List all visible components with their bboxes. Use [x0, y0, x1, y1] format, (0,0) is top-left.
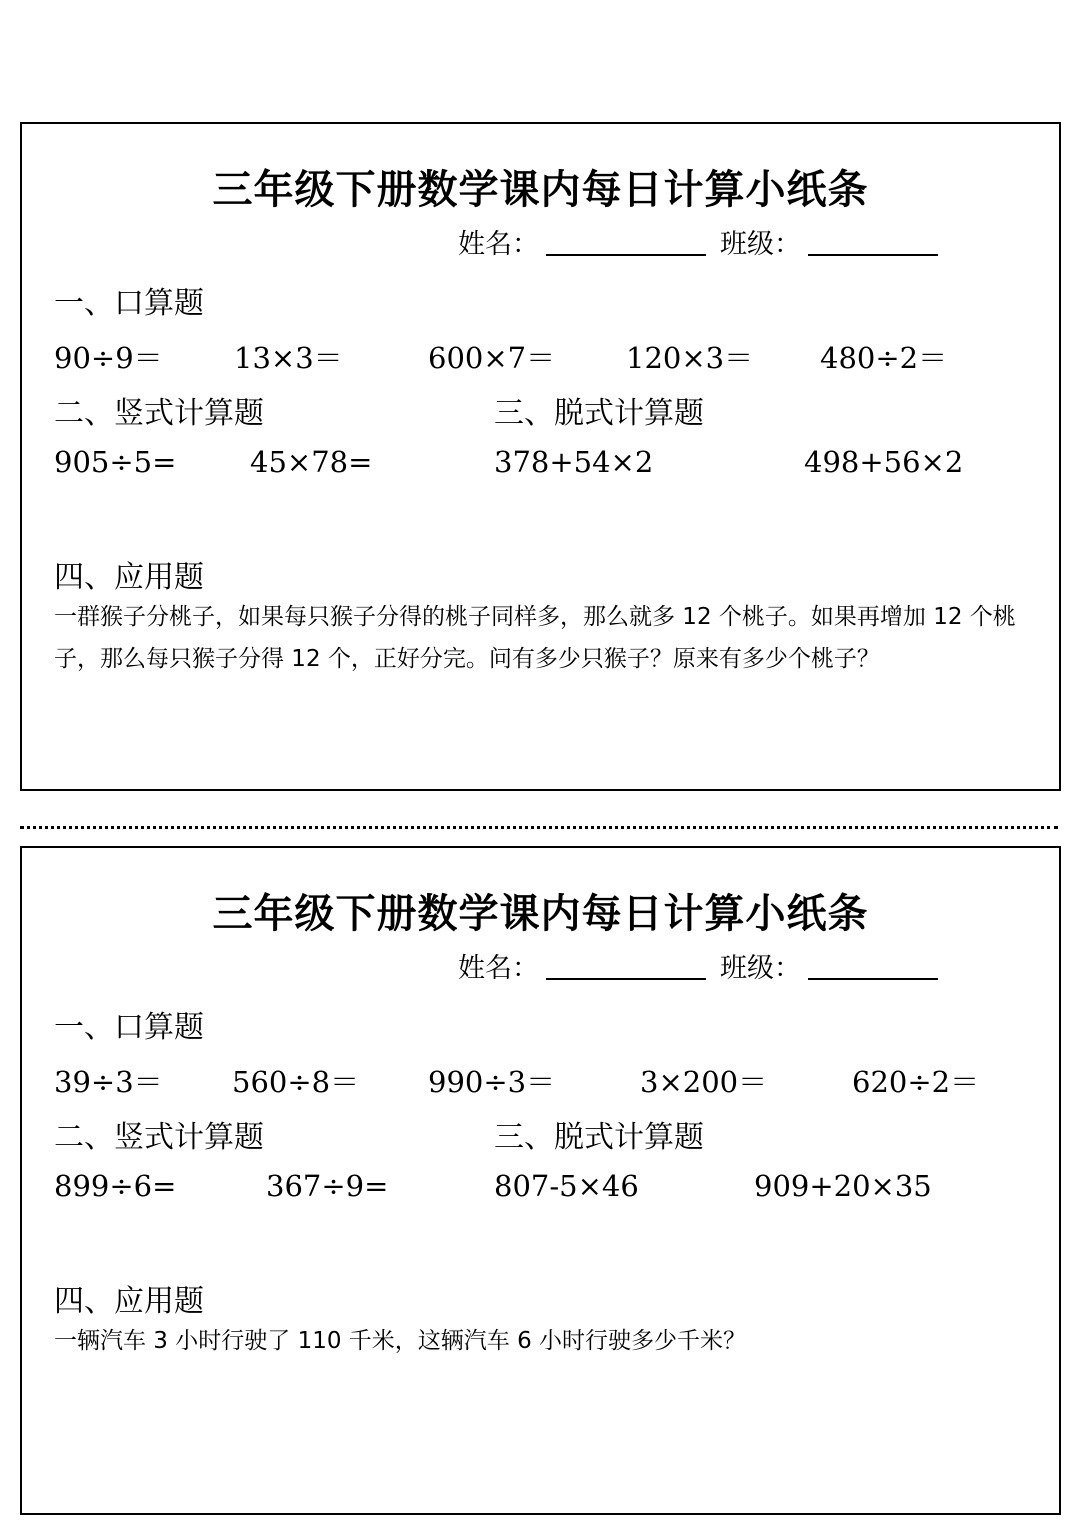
- class-label: 班级：: [720, 229, 801, 260]
- application-text: 一辆汽车 3 小时行驶了 110 千米，这辆汽车 6 小时行驶多少千米？: [54, 1328, 747, 1354]
- oral-problem: 90÷9＝: [54, 341, 163, 375]
- name-blank[interactable]: [546, 978, 706, 980]
- oral-problem: 120×3＝: [626, 341, 754, 375]
- vertical-problem: 45×78=: [250, 445, 373, 479]
- application-heading: 四、应用题: [54, 1284, 204, 1319]
- oral-problem: 39÷3＝: [54, 1065, 163, 1099]
- worksheet-card-1: [20, 122, 1061, 791]
- worksheet-card-2: [20, 846, 1061, 1515]
- oral-problem: 990÷3＝: [428, 1065, 556, 1099]
- oral-problem: 480÷2＝: [820, 341, 948, 375]
- vertical-heading: 二、竖式计算题: [54, 1120, 264, 1155]
- vertical-problem: 367÷9=: [266, 1169, 389, 1203]
- class-blank[interactable]: [808, 254, 938, 256]
- name-label: 姓名：: [458, 229, 539, 260]
- oral-heading: 一、口算题: [54, 286, 204, 321]
- class-label: 班级：: [720, 953, 801, 984]
- oral-problem: 3×200＝: [640, 1065, 768, 1099]
- step-problem: 909+20×35: [754, 1169, 932, 1203]
- step-heading: 三、脱式计算题: [494, 396, 704, 431]
- vertical-problem: 899÷6=: [54, 1169, 177, 1203]
- name-label: 姓名：: [458, 953, 539, 984]
- application-heading: 四、应用题: [54, 560, 204, 595]
- step-problem: 498+56×2: [804, 445, 964, 479]
- oral-heading: 一、口算题: [54, 1010, 204, 1045]
- oral-problem: 13×3＝: [234, 341, 343, 375]
- name-blank[interactable]: [546, 254, 706, 256]
- vertical-heading: 二、竖式计算题: [54, 396, 264, 431]
- cut-line: [20, 826, 1058, 829]
- vertical-problem: 905÷5=: [54, 445, 177, 479]
- step-problem: 378+54×2: [494, 445, 654, 479]
- sheet-title: 三年级下册数学课内每日计算小纸条: [212, 891, 869, 937]
- sheet-title: 三年级下册数学课内每日计算小纸条: [212, 167, 869, 213]
- oral-problem: 600×7＝: [428, 341, 556, 375]
- oral-problem: 560÷8＝: [232, 1065, 360, 1099]
- oral-problem: 620÷2＝: [852, 1065, 980, 1099]
- application-text: 一群猴子分桃子，如果每只猴子分得的桃子同样多，那么就多 12 个桃子。如果再增加 12 个桃子，那么每只猴子分得 12 个，正好分完。问有多少只猴子？原来有多少个桃子？: [54, 604, 1016, 672]
- class-blank[interactable]: [808, 978, 938, 980]
- step-problem: 807-5×46: [494, 1169, 639, 1203]
- step-heading: 三、脱式计算题: [494, 1120, 704, 1155]
